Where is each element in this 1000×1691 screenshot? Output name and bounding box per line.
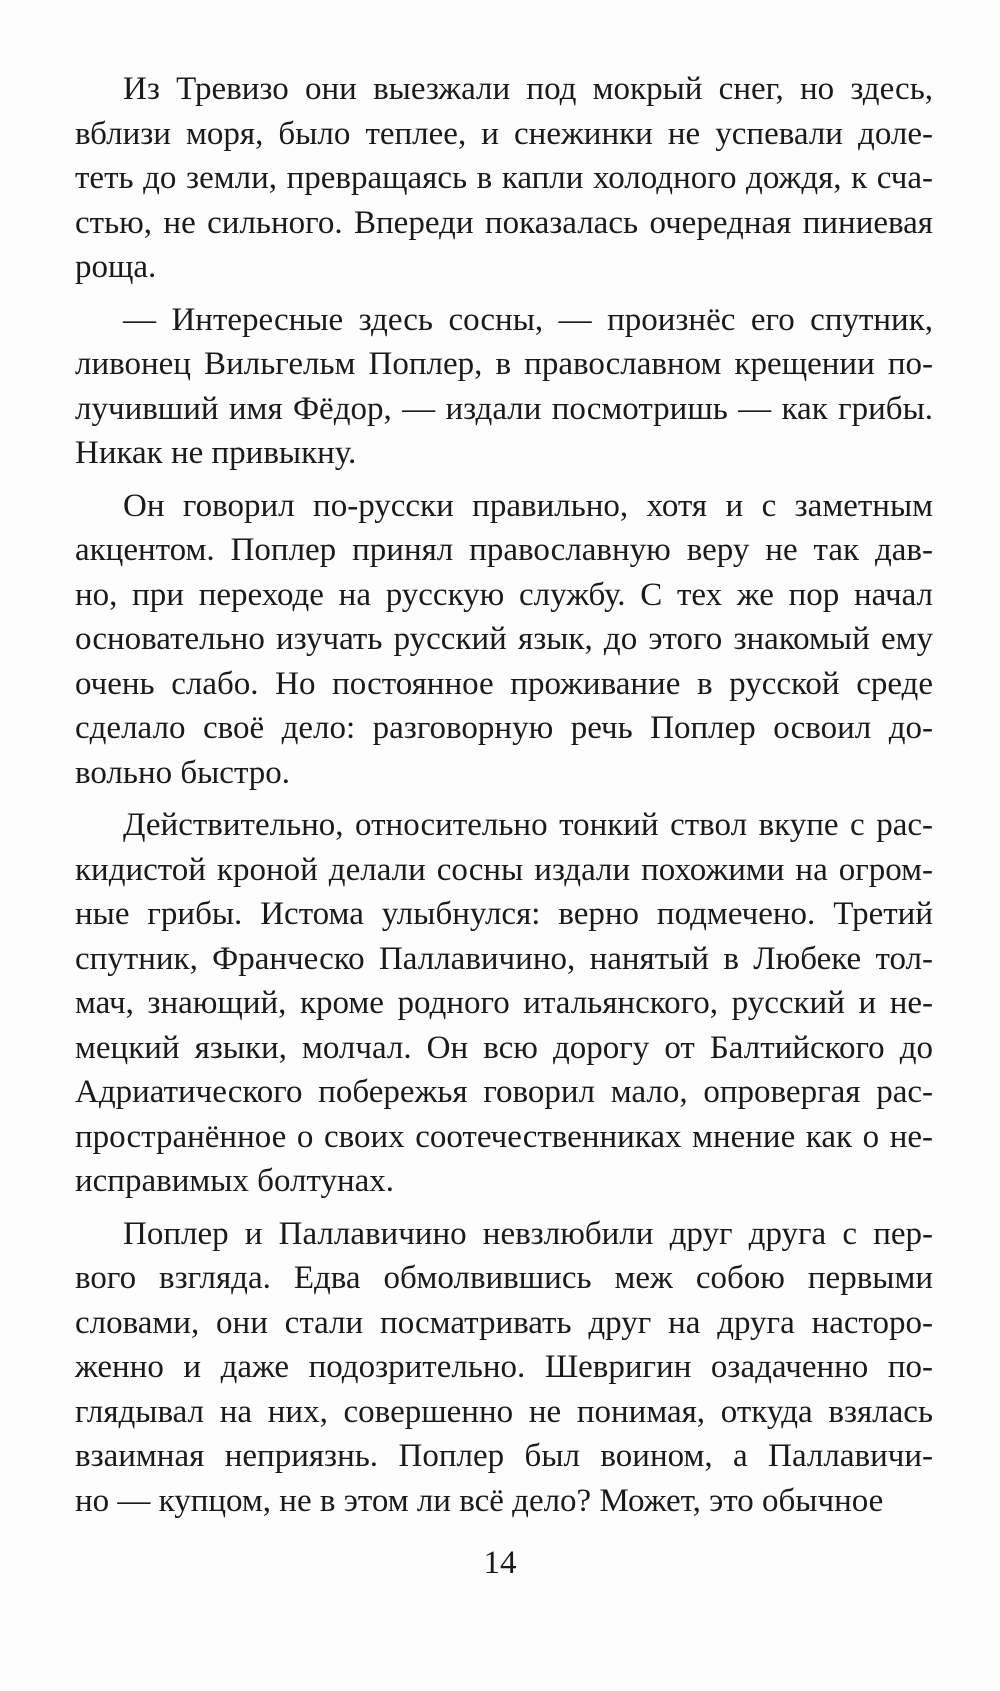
text-line: сделало своё дело: разговорную речь Поплер освоил до- [75, 710, 933, 746]
text-line: глядывал на них, совершенно не понимая, откуда взялась [75, 1393, 933, 1430]
paragraph [75, 803, 933, 1204]
text-line: но, при переходе на русскую службу. С тех же пор начал [75, 576, 933, 613]
paragraph [75, 67, 933, 290]
text-line: Адриатического побережья говорил мало, опровергая рас- [75, 1074, 933, 1110]
text-line: взаимная неприязнь. Поплер был воином, а Паллавичи- [75, 1438, 933, 1474]
text-line: стью, не сильного. Впереди показалась очередная пиниевая [75, 204, 933, 241]
text-line: спутник, Франческо Паллавичино, нанятый в Любеке тол- [75, 940, 933, 977]
text-line: акцентом. Поплер принял православную веру не так дав- [75, 532, 933, 568]
text-line: вблизи моря, было теплее, и снежинки не успевали доле- [75, 115, 933, 152]
text-line: мач, знающий, кроме родного итальянского, русский и не- [75, 985, 933, 1021]
text-line: Действительно, относительно тонкий ствол вкупе с рас- [123, 807, 933, 843]
text-line: роща. [75, 249, 157, 285]
paragraph [75, 298, 933, 476]
text-line: женно и даже подозрительно. Шевригин озадаченно по- [75, 1349, 933, 1385]
text-line: лучивший имя Фёдор, — издали посмотришь — как грибы. [75, 390, 933, 427]
text-line: основательно изучать русский язык, до этого знакомый ему [75, 621, 933, 657]
paragraph [75, 484, 933, 796]
text-line: пространённое о своих соотечественниках мнение как о не- [75, 1118, 933, 1155]
text-line: мецкий языки, молчал. Он всю дорогу от Балтийского до [75, 1029, 933, 1066]
text-line: но — купцом, не в этом ли всё дело? Может, это обычное [75, 1482, 884, 1519]
text-line: Поплер и Паллавичино невзлюбили друг друга с пер- [123, 1215, 933, 1252]
text-line: вого взгляда. Едва обмолвившись меж собою первыми [75, 1260, 933, 1296]
text-line: исправимых болтунах. [75, 1163, 395, 1199]
text-line: кидистой кроной делали сосны издали похожими на огром- [75, 851, 933, 888]
text-line: — Интересные здесь сосны, — произнёс его спутник, [123, 301, 933, 338]
text-line: очень слабо. Но постоянное проживание в русской среде [75, 665, 933, 702]
text-line: словами, они стали посматривать друг на друга насторо- [75, 1304, 933, 1341]
text-line: вольно быстро. [75, 754, 291, 791]
text-line: Из Тревизо они выезжали под мокрый снег, но здесь, [123, 71, 933, 107]
text-line: теть до земли, превращаясь в капли холодного дождя, к сча- [75, 160, 933, 196]
text-line: ные грибы. Истома улыбнулся: верно подмечено. Третий [75, 896, 933, 932]
text-line: ливонец Вильгельм Поплер, в православном крещении по- [75, 346, 933, 382]
body-text [75, 67, 933, 1531]
text-line: Он говорил по-русски правильно, хотя и с заметным [123, 487, 933, 524]
paragraph [75, 1212, 933, 1524]
page-number: 14 [483, 1545, 517, 1581]
text-line: Никак не привыкну. [75, 435, 357, 471]
